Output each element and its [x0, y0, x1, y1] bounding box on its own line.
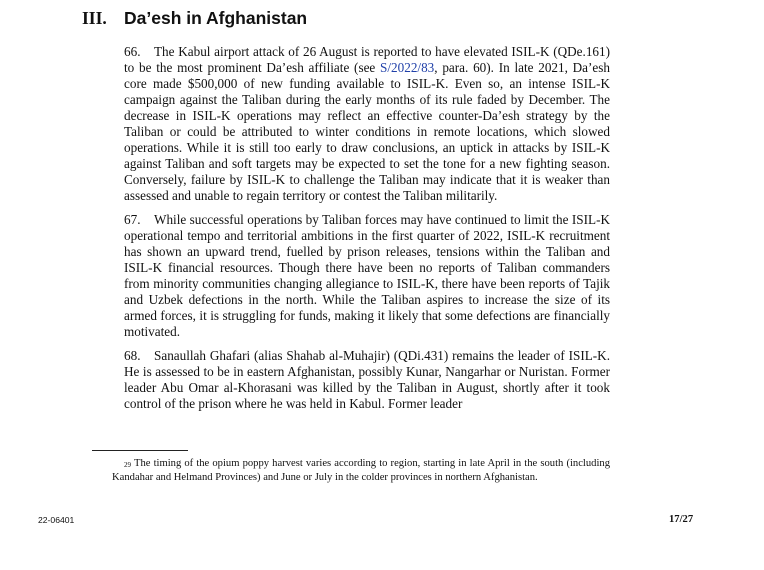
paragraph-68: [124, 348, 610, 412]
paragraph-text: While successful operations by Taliban forces may have continued to limit the ISIL-K operational tempo and territorial ambitions in the first quarter of 2022, ISIL-K recruitment has shown an upward trend, fuelled by prison releases, tensions within the Taliban and ISIL-K financial resources. Though there have been no reports of Taliban commanders from minority communities changing allegiance to ISIL-K, there have been reports of Tajik and Uzbek defections in the north. While the Taliban aspires to increase the size of its armed forces, it is struggling for funds, making it likely that some defections are financially motivated.: [124, 212, 610, 339]
section-number: III.: [82, 8, 107, 28]
paragraph-text: The Kabul airport attack of 26 August is reported to have elevated ISIL-K (QDe.161) to be the most prominent Da’esh affiliate (see: [124, 44, 610, 75]
section-title: Da’esh in Afghanistan: [124, 8, 308, 28]
section-heading: [82, 7, 307, 29]
paragraph-67: [124, 212, 610, 340]
document-symbol-link[interactable]: S/2022/83: [380, 60, 435, 75]
paragraph-number: 68.: [124, 348, 141, 363]
footnote-divider: [92, 450, 188, 451]
body-text: [124, 44, 610, 420]
paragraph-number: 66.: [124, 44, 141, 59]
document-number: 22-06401: [38, 515, 75, 525]
paragraph-text: Sanaullah Ghafari (alias Shahab al-Muhajir) (QDi.431) remains the leader of ISIL-K. He is assessed to be in eastern Afghanistan, possibly Kunar, Nangarhar or Nuristan. Former leader Abu Omar al-Khorasani was killed by the Taliban in August, shortly after it took control of the prison where he was held in Kabul. Former leader: [124, 348, 610, 411]
page-number: 17/27: [669, 514, 694, 525]
paragraph-66: [124, 44, 610, 204]
footnote-29: [112, 457, 610, 485]
footnote-text: The timing of the opium poppy harvest varies according to region, starting in late April in the south (including Kandahar and Helmand Provinces) and June or July in the colder provinces in northern Afghanistan.: [112, 458, 610, 483]
paragraph-text-continued: , para. 60). In late 2021, Da’esh core made $500,000 of new funding available to ISIL-K. Even so, an intense ISIL-K campaign against the Taliban during the early months of its rule faded by December. The decrease in ISIL-K operations may reflect an effective counter-Da’esh strategy by the Taliban or could be attributed to winter conditions in remote locations, which slowed operations. While it is still too early to draw conclusions, an uptick in attacks by ISIL-K against Taliban and soft targets may be expected to set the tone for a new fighting season. Conversely, failure by ISIL-K to challenge the Taliban may indicate that it is weaker than assessed and unable to regain territory or contest the Taliban militarily.: [124, 60, 611, 203]
footnote-marker: 29: [124, 461, 131, 469]
paragraph-number: 67.: [124, 212, 141, 227]
